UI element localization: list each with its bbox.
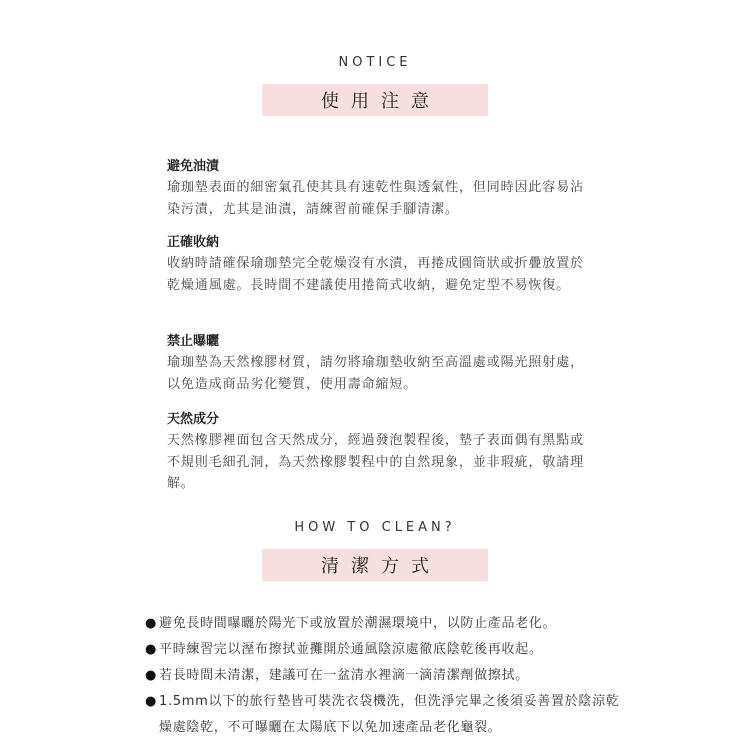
notice-section-storage <box>167 233 597 296</box>
section-heading: 避免油漬 <box>167 159 220 174</box>
section-body: 天然橡膠裡面包含天然成分，經過發泡製程後，墊子表面偶有黑點或不規則毛細孔洞，為天然橡膠製程中的自然現象，並非瑕疵，敬請理解。 <box>167 433 585 491</box>
list-item-text: 1.5mm以下的旅行墊皆可裝洗衣袋機洗，但洗淨完畢之後須妥善置於陰涼乾燥處陰乾，不可曝曬在太陽底下以免加速產品老化龜裂。 <box>159 694 620 735</box>
list-item <box>145 637 625 663</box>
notice-title: 使用注意 <box>321 91 441 112</box>
bullet-icon: ● <box>145 668 158 683</box>
clean-eyebrow: HOW TO CLEAN? <box>294 520 456 535</box>
clean-title-band <box>262 549 488 581</box>
notice-section-sunlight <box>167 332 597 395</box>
clean-list <box>145 611 625 741</box>
list-item <box>145 689 625 741</box>
notice-section-stains <box>167 157 597 220</box>
list-item <box>145 611 625 637</box>
bullet-icon: ● <box>145 642 158 657</box>
section-body: 瑜珈墊為天然橡膠材質，請勿將瑜珈墊收納至高溫處或陽光照射處，以免造成商品劣化變質，使用壽命縮短。 <box>167 355 585 392</box>
section-heading: 天然成分 <box>167 412 220 427</box>
section-body: 瑜珈墊表面的細密氣孔使其具有速乾性與透氣性，但同時因此容易沾染污漬，尤其是油漬，請練習前確保手腳清潔。 <box>167 180 585 217</box>
list-item-text: 平時練習完以溼布擦拭並攤開於通風陰涼處徹底陰乾後再收起。 <box>159 642 543 657</box>
bullet-icon: ● <box>145 694 158 709</box>
list-item-text: 避免長時間曝曬於陽光下或放置於潮濕環境中，以防止產品老化。 <box>159 616 557 631</box>
section-body: 收納時請確保瑜珈墊完全乾燥沒有水漬，再捲成圓筒狀或折疊放置於乾燥通風處。長時間不建議使用捲筒式收納，避免定型不易恢復。 <box>167 256 585 293</box>
notice-section-natural <box>167 410 597 495</box>
section-heading: 禁止曝曬 <box>167 334 220 349</box>
bullet-icon: ● <box>145 616 158 631</box>
section-heading: 正確收納 <box>167 235 220 250</box>
notice-title-band <box>262 84 488 116</box>
clean-title: 清潔方式 <box>321 556 441 577</box>
list-item <box>145 663 625 689</box>
list-item-text: 若長時間未清潔，建議可在一盆清水裡滴一滴清潔劑做擦拭。 <box>159 668 529 683</box>
notice-eyebrow: NOTICE <box>338 55 412 70</box>
